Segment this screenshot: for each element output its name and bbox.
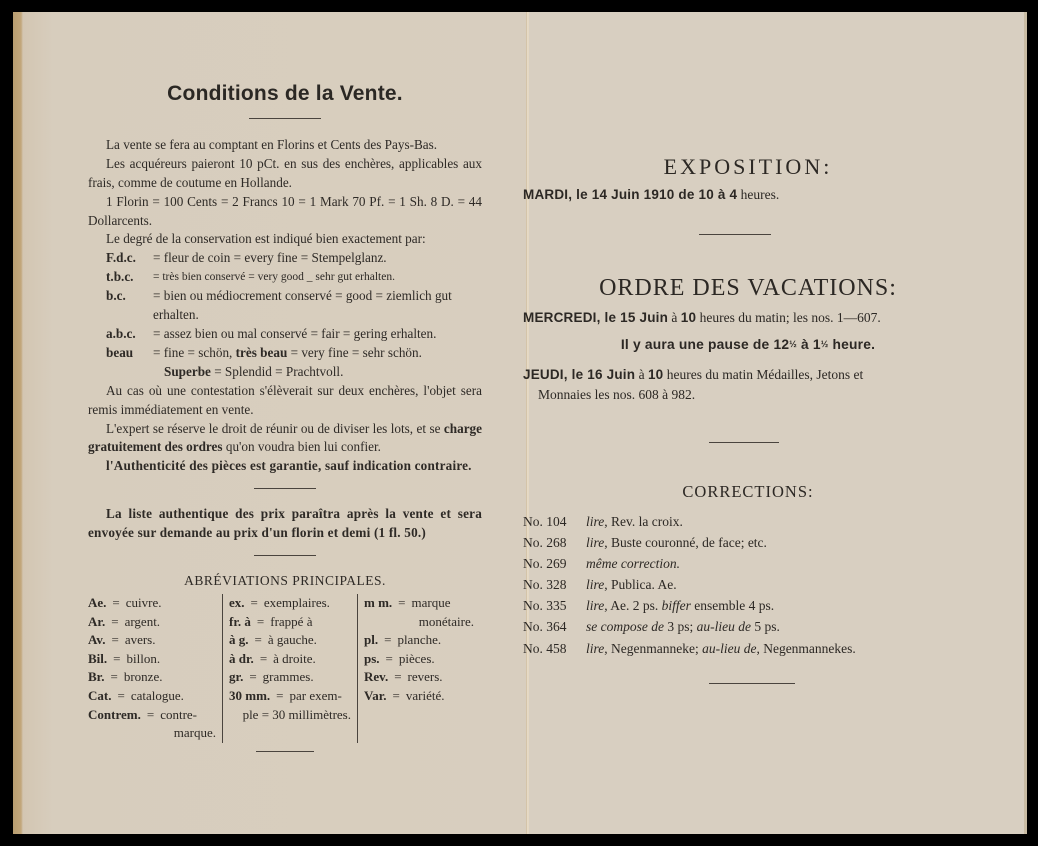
text: , Negenmanneke;	[604, 640, 703, 656]
abbreviation-key: gr.	[229, 669, 244, 685]
correction-row	[523, 553, 856, 574]
corrections-list	[523, 511, 856, 659]
abbreviation-continuation: ple = 30 millimètres.	[242, 706, 351, 722]
conservation-text: = très bien conservé = very good _ sehr gut erhalten.	[153, 271, 395, 284]
equals-sign: =	[276, 687, 284, 703]
abbreviation-key: ps.	[364, 650, 380, 666]
text: à 1	[796, 337, 821, 352]
italic-text: lire	[586, 514, 605, 529]
text: qu'on voudra bien lui confier.	[222, 439, 381, 455]
abbreviation-value: planche.	[397, 632, 442, 648]
bold-text: MARDI, le 14 Juin 1910 de 10 à 4	[523, 187, 738, 202]
fraction: ½	[820, 339, 829, 349]
bold-text: charge gratuitement des ordres	[88, 420, 482, 455]
divider	[249, 118, 321, 119]
exposition-title: EXPOSITION:	[663, 154, 833, 179]
equals-sign: =	[111, 613, 119, 629]
correction-number: No. 268	[523, 535, 567, 551]
italic-text: se compose de	[586, 619, 664, 635]
abbreviation-continuation: monétaire.	[418, 613, 474, 629]
abbreviation-key: Var.	[364, 687, 387, 703]
text: ensemble 4 ps.	[690, 598, 775, 614]
equals-sign: =	[113, 650, 121, 666]
abbreviation-value: marque	[411, 594, 451, 610]
text: Il y aura une pause de 12	[620, 337, 790, 352]
vacations-title: ORDRE DES VACATIONS:	[599, 275, 897, 301]
bold-text: MERCREDI, le 15 Juin	[523, 310, 669, 325]
abbreviation-key: pl.	[364, 632, 379, 648]
abbreviation-row	[229, 650, 351, 669]
pause-notice	[523, 337, 973, 352]
abbreviation-key: Rev.	[364, 669, 389, 685]
bold-text: très beau	[235, 344, 288, 360]
abbreviation-value: exemplaires.	[263, 594, 330, 610]
abbreviation-value: par exem-	[289, 687, 342, 703]
abbreviation-value: catalogue.	[130, 687, 184, 703]
correction-text	[586, 616, 780, 637]
abbreviation-row	[88, 631, 216, 650]
conservation-text	[153, 344, 482, 363]
paragraph-fees: Les acquéreurs paieront 10 pCt. en sus des enchères, applicables aux frais, comme de coutume en Hollande.	[88, 155, 482, 190]
abbreviation-row	[88, 706, 216, 725]
text: à	[635, 367, 648, 382]
italic-text: au-lieu de	[702, 640, 757, 656]
exposition-date	[523, 187, 779, 203]
text: , Publica. Ae.	[604, 577, 677, 593]
conservation-abbr: t.b.c.	[106, 269, 134, 285]
text: Monnaies les nos. 608 à 982.	[538, 387, 696, 402]
abbreviation-row	[364, 594, 474, 613]
left-page-content	[88, 82, 482, 752]
abbreviation-key: Av.	[88, 632, 106, 648]
abbreviation-value: cuivre.	[125, 594, 162, 610]
abbreviation-row	[88, 650, 216, 669]
paragraph-authenticity: l'Authenticité des pièces est garantie, sauf indication contraire.	[106, 458, 472, 474]
abbreviation-value: bronze.	[123, 669, 163, 685]
abbreviation-value: avers.	[124, 632, 156, 648]
divider	[709, 442, 779, 443]
correction-text	[586, 638, 856, 659]
conservation-row	[106, 249, 482, 268]
abbreviation-row	[88, 613, 216, 632]
paragraph-payment: La vente se fera au comptant en Florins et Cents des Pays-Bas.	[106, 136, 438, 152]
italic-text: au-lieu de	[696, 619, 751, 635]
divider	[254, 488, 316, 489]
equals-sign: =	[111, 632, 119, 648]
conservation-row	[106, 325, 482, 344]
abbreviation-value: billon.	[126, 650, 161, 666]
abbreviation-value: frappé à	[270, 613, 313, 629]
equals-sign: =	[385, 650, 393, 666]
correction-row	[523, 616, 856, 637]
conservation-text: = fleur de coin = every fine = Stempelglanz.	[153, 250, 387, 266]
abbreviation-value: argent.	[124, 613, 161, 629]
abbreviation-row	[88, 668, 216, 687]
text: 5 ps.	[750, 619, 780, 635]
abbreviation-key: ex.	[229, 594, 245, 610]
equals-sign: =	[249, 669, 257, 685]
abbreviation-key: Bil.	[88, 650, 108, 666]
abbreviation-value: pièces.	[398, 650, 435, 666]
conservation-text: = assez bien ou mal conservé = fair = gering erhalten.	[153, 325, 437, 341]
abbreviation-row	[88, 594, 216, 613]
abbreviation-row	[364, 668, 474, 687]
correction-number: No. 328	[523, 577, 567, 593]
text: , Rev. la croix.	[604, 514, 683, 529]
paragraph-conservation: Le degré de la conservation est indiqué bien exactement par:	[106, 231, 426, 247]
text: heure.	[828, 337, 876, 352]
conservation-abbr: b.c.	[106, 288, 126, 304]
conservation-row	[106, 268, 482, 287]
abbreviations-table	[88, 594, 482, 743]
abbreviation-value: variété.	[405, 687, 445, 703]
abbreviations-column-3	[358, 594, 474, 743]
correction-text	[586, 595, 774, 616]
correction-number: No. 335	[523, 598, 567, 614]
bold-text: 10	[680, 310, 697, 325]
abbreviation-value: revers.	[407, 669, 443, 685]
abbreviation-row	[88, 687, 216, 706]
correction-number: No. 104	[523, 514, 567, 529]
abbreviation-row	[364, 631, 474, 650]
conservation-abbr: beau	[106, 344, 134, 360]
abbreviations-column-1	[88, 594, 223, 743]
paragraph-contestation: Au cas où une contestation s'élèverait sur deux enchères, l'objet sera remis immédiatement en vente.	[88, 382, 482, 417]
equals-sign: =	[392, 687, 400, 703]
text: = very fine = sehr schön.	[287, 344, 422, 360]
abbreviation-key: Br.	[88, 669, 105, 685]
divider	[256, 751, 314, 752]
equals-sign: =	[112, 594, 120, 610]
correction-number: No. 458	[523, 640, 567, 656]
conservation-text: = bien ou médiocrement conservé = good = ziemlich gut erhalten.	[153, 288, 452, 323]
text: , Buste couronné, de face; etc.	[604, 535, 767, 551]
text: à	[668, 310, 681, 325]
text: = fine = schön,	[153, 344, 236, 360]
equals-sign: =	[250, 594, 258, 610]
divider	[254, 555, 316, 556]
abbreviation-key: fr. à	[229, 613, 251, 629]
abbreviation-row	[229, 687, 351, 706]
bold-text: 10	[647, 367, 664, 382]
abbreviation-value: contre-	[160, 706, 197, 722]
abbreviations-column-2	[223, 594, 358, 743]
equals-sign: =	[256, 613, 265, 629]
divider	[709, 683, 795, 684]
bold-text: Superbe	[164, 363, 211, 379]
text: heures.	[737, 187, 780, 202]
equals-sign: =	[384, 632, 392, 648]
bold-text: JEUDI, le 16 Juin	[523, 367, 636, 382]
abbreviations-title: ABRÉVIATIONS PRINCIPALES.	[184, 573, 386, 589]
text: = Splendid = Prachtvoll.	[210, 363, 344, 379]
equals-sign: =	[110, 669, 118, 685]
abbreviation-key: à dr.	[229, 650, 254, 666]
text: L'expert se réserve le droit de réunir ou de diviser les lots, et se	[106, 420, 444, 436]
text: heures du matin Médailles, Jetons et	[663, 367, 864, 382]
correction-number: No. 364	[523, 619, 567, 635]
equals-sign: =	[259, 650, 268, 666]
abbreviation-continuation: marque.	[173, 725, 216, 741]
correction-text	[586, 553, 680, 574]
abbreviation-key: Ar.	[88, 613, 106, 629]
abbreviation-key: à g.	[229, 632, 249, 648]
equals-sign: =	[254, 632, 262, 648]
conditions-title: Conditions de la Vente.	[167, 82, 403, 105]
equals-sign: =	[146, 706, 155, 722]
abbreviation-row	[229, 668, 351, 687]
abbreviation-key: 30 mm.	[229, 687, 271, 703]
superbe-line	[88, 363, 482, 382]
abbreviation-row	[229, 613, 351, 632]
abbreviation-row	[364, 650, 474, 669]
correction-row	[523, 511, 856, 532]
abbreviation-value: grammes.	[262, 669, 314, 685]
abbreviation-key: m m.	[364, 594, 393, 610]
italic-text: lire	[586, 640, 605, 656]
abbreviation-row	[364, 687, 474, 706]
correction-row	[523, 638, 856, 659]
correction-text	[586, 511, 683, 532]
correction-row	[523, 595, 856, 616]
text: , Ae. 2 ps.	[604, 598, 662, 614]
abbreviation-key: Cat.	[88, 687, 112, 703]
text: , Negenmannekes.	[756, 640, 856, 656]
equals-sign: =	[394, 669, 402, 685]
paragraph-expert	[88, 420, 482, 458]
abbreviation-key: Contrem.	[88, 706, 141, 722]
correction-number: No. 269	[523, 556, 567, 572]
correction-text	[586, 574, 677, 595]
italic-text: lire	[586, 598, 605, 614]
conservation-abbr: a.b.c.	[106, 325, 136, 341]
abbreviation-row	[229, 631, 351, 650]
divider	[699, 234, 771, 235]
correction-row	[523, 532, 856, 553]
equals-sign: =	[398, 594, 406, 610]
vacation-thursday	[523, 365, 973, 405]
right-page	[529, 12, 1027, 834]
equals-sign: =	[117, 687, 125, 703]
italic-text: même correction.	[586, 556, 680, 572]
corrections-title: CORRECTIONS:	[682, 482, 814, 501]
paragraph-exchange: 1 Florin = 100 Cents = 2 Francs 10 = 1 Mark 70 Pf. = 1 Sh. 8 D. = 44 Dollarcents.	[88, 193, 482, 228]
fraction: ½	[789, 339, 797, 349]
text: 3 ps;	[663, 619, 697, 635]
italic-text: lire	[586, 535, 605, 551]
abbreviation-key: Ae.	[88, 594, 107, 610]
abbreviation-value: à droite.	[273, 650, 316, 666]
correction-row	[523, 574, 856, 595]
abbreviation-row	[229, 594, 351, 613]
price-notice: La liste authentique des prix paraîtra après la vente et sera envoyée sur demande au prix d'un florin et demi (1 fl. 50.)	[88, 506, 482, 541]
italic-text: biffer	[661, 598, 691, 614]
correction-text	[586, 532, 767, 553]
abbreviation-value: à gauche.	[267, 632, 317, 648]
text: heures du matin; les nos. 1—607.	[696, 310, 881, 325]
conservation-abbr: F.d.c.	[106, 250, 136, 266]
vacation-wednesday	[523, 310, 973, 326]
italic-text: lire	[586, 577, 605, 593]
conservation-row	[106, 287, 482, 325]
conservation-row	[106, 344, 482, 363]
